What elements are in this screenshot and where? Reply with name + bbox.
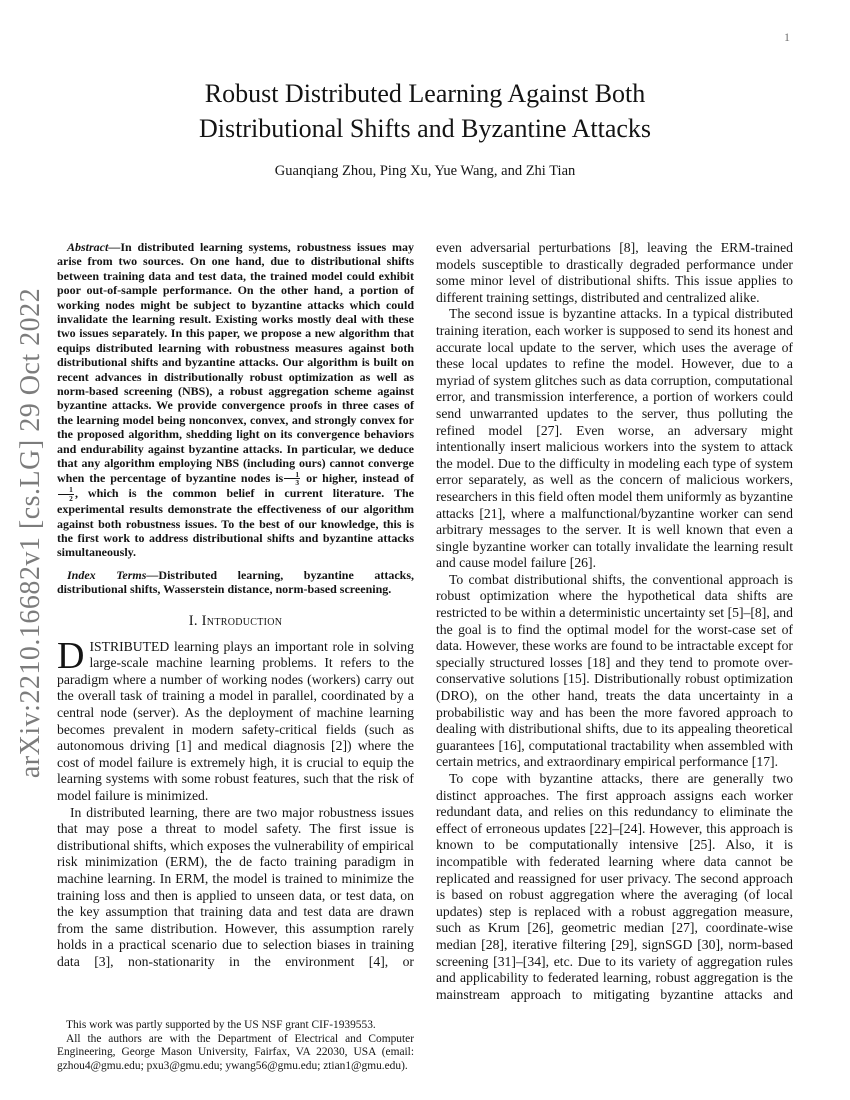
fraction-denominator: 2 xyxy=(69,493,73,503)
paper-title xyxy=(0,76,850,146)
fraction-one-third xyxy=(284,471,300,487)
index-terms-label: Index Terms— xyxy=(67,567,159,582)
authors: Guanqiang Zhou, Ping Xu, Yue Wang, and Zhi Tian xyxy=(274,163,576,179)
body-paragraph-combat-shifts: To combat distributional shifts, the conventional approach is robust optimization where the hypothetical data shifts are restricted to be within a deterministic uncertainty set [5]–[8], and the goal is to find the optimal model for the worst-case set of data. However, these works are found to be intractable except for specially structured losses [18] and they tend to promote over-conservative solutions [15]. Distributionally robust optimization (DRO), on the other hand, treats the data uncertainty in a probabilistic way and has been the more favored approach to dealing with distributional shifts, due to its appealing theoretical guarantees [16], computational tractability when assembled with certain metrics, and extraordinary empirical performance [17]. xyxy=(436,571,793,770)
fraction-numerator: 1 xyxy=(58,486,74,494)
body-paragraph-byzantine-attacks: The second issue is byzantine attacks. In a typical distributed training iteration, each worker is supposed to send its honest and accurate local update to the server, which uses the average of these local updates to refine the model. However, due to a myriad of system glitches such as data corruption, computational error, and transmission interference, a portion of workers could send unwarranted updates to the server, thus polluting the refined model [27]. Even worse, an adversary might intentionally insert malicious workers into the system to attack the model. Due to the difficulty in modeling each type of system error separately, as well as the concern of malicious workers, researchers in this field often model them uniformly as byzantine attacks [21], where a malfunctional/byzantine worker can send arbitrary messages to the server. It is well known that even a single byzantine worker can totally invalidate the learning result and cause model failure [26]. xyxy=(436,306,793,571)
body-paragraph-continuation: even adversarial perturbations [8], leaving the ERM-trained models susceptible to drastically degraded performance under some minor level of distributional shifts. This issue applies to different training settings, distributed and centralized alike. xyxy=(436,240,793,305)
body-paragraph-cope-byzantine: To cope with byzantine attacks, there are generally two distinct approaches. The first approach assigns each worker redundant data, and relies on this redundancy to eliminate the effect of erroneous updates [22]–[24]. However, this approach is known to be computationally intensive [25]. Also, it is incompatible with federated learning where data cannot be replicated and reassigned for user privacy. The second approach is based on robust aggregation where the averaging (of local updates) step is replaced with a robust aggregation measure, such as Krum [26], geometric median [27], coordinate-wise median [28], iterative filtering [29], signSGD [30], norm-based screening [31]–[34], etc. Due to its variety of aggregation rules and applicability to federated learning, robust aggregation is the mainstream approach to mitigating byzantine attacks and xyxy=(436,771,793,1002)
fraction-numerator: 1 xyxy=(284,471,300,479)
abstract-text-part2: or higher, instead of xyxy=(301,470,414,485)
page-number: 1 xyxy=(784,30,790,44)
footnote xyxy=(57,1019,414,1073)
section-heading-introduction: I. Introduction xyxy=(188,612,283,629)
intro-paragraph-1-text: learning plays an important role in solving large-scale machine learning problems. It refers to the paradigm where a number of working nodes (workers) carry out the overall task of training a model in parallel, coordinated by a central node (server). As the deployment of machine learning becomes prevalent in modern safety-critical fields (such as autonomous driving [1] and medical diagnosis [2]) where the cost of model failure is extremely high, it is crucial to equip the learning systems with some robust features, such that the risk of model failure is minimized. xyxy=(57,638,414,804)
intro-paragraph-1 xyxy=(57,634,414,805)
footnote-affiliation: All the authors are with the Department of Electrical and Computer Engineering, George Mason University, Fairfax, VA 22030, USA (email: gzhou4@gmu.edu; pxu3@gmu.edu; ywang56@gmu.edu; ztian1@gmu.edu). xyxy=(57,1032,414,1072)
two-column-body xyxy=(57,240,793,1073)
abstract-label: Abstract— xyxy=(67,240,121,254)
paper-title-line-1: Robust Distributed Learning Against Both xyxy=(204,79,646,108)
intro-lead-word: ISTRIBUTED xyxy=(89,638,170,654)
arxiv-watermark: arXiv:2210.16682v1 [cs.LG] 29 Oct 2022 xyxy=(15,287,46,779)
column-right xyxy=(436,240,793,1073)
abstract-text-part3: , which is the common belief in current literature. The experimental results demonstrate the effectiveness of our algorithm against both robustness issues. To the best of our knowledge, this is the first work to address distributional shifts and byzantine attacks simultaneously. xyxy=(57,486,414,560)
abstract-text-part1: In distributed learning systems, robustness issues may arise from two sources. On one hand, due to distributional shifts between training data and test data, the trained model could exhibit poor out-of-sample performance. On the other hand, a portion of working nodes might be subject to byzantine attacks which could invalidate the learning result. Existing works mostly deal with these two issues separately. In this paper, we propose a new algorithm that equips distributed learning with robustness measures against both distributional shifts and byzantine attacks. Our algorithm is built on recent advances in distributionally robust optimization as well as norm-based screening (NBS), a robust aggregation scheme against byzantine attacks. We provide convergence proofs in three cases of the learning model being nonconvex, convex, and strongly convex for the proposed algorithm, shedding light on its convergence behaviors and endurability against byzantine attacks. In particular, we deduce that any algorithm employing NBS (including ours) cannot converge when the percentage of byzantine nodes is xyxy=(57,240,414,485)
paper-header xyxy=(0,76,850,180)
column-left xyxy=(57,240,414,1073)
abstract xyxy=(57,240,414,560)
index-terms-text: Distributed learning, byzantine attacks, distributional shifts, Wasserstein distance, norm-based screening. xyxy=(57,567,414,597)
drop-cap: D xyxy=(57,634,85,677)
paper-title-line-2: Distributional Shifts and Byzantine Attacks xyxy=(198,114,652,143)
intro-paragraph-2: In distributed learning, there are two major robustness issues that may pose a threat to model safety. The first issue is distributional shifts, which exposes the vulnerability of empirical risk minimization (ERM), the de facto training paradigm in machine learning. In ERM, the model is trained to minimize the training loss and then is applied to unseen data, or test data, on the key assumption that training data and test data are drawn from the same distribution. However, this assumption rarely holds in a practical scenario due to selection biases in training data [3], non-stationarity in the environment [4], or xyxy=(57,804,414,969)
fraction-one-half xyxy=(58,486,74,502)
index-terms xyxy=(57,568,414,597)
fraction-denominator: 3 xyxy=(295,477,300,487)
footnote-funding: This work was partly supported by the US NSF grant CIF-1939553. xyxy=(66,1019,376,1032)
